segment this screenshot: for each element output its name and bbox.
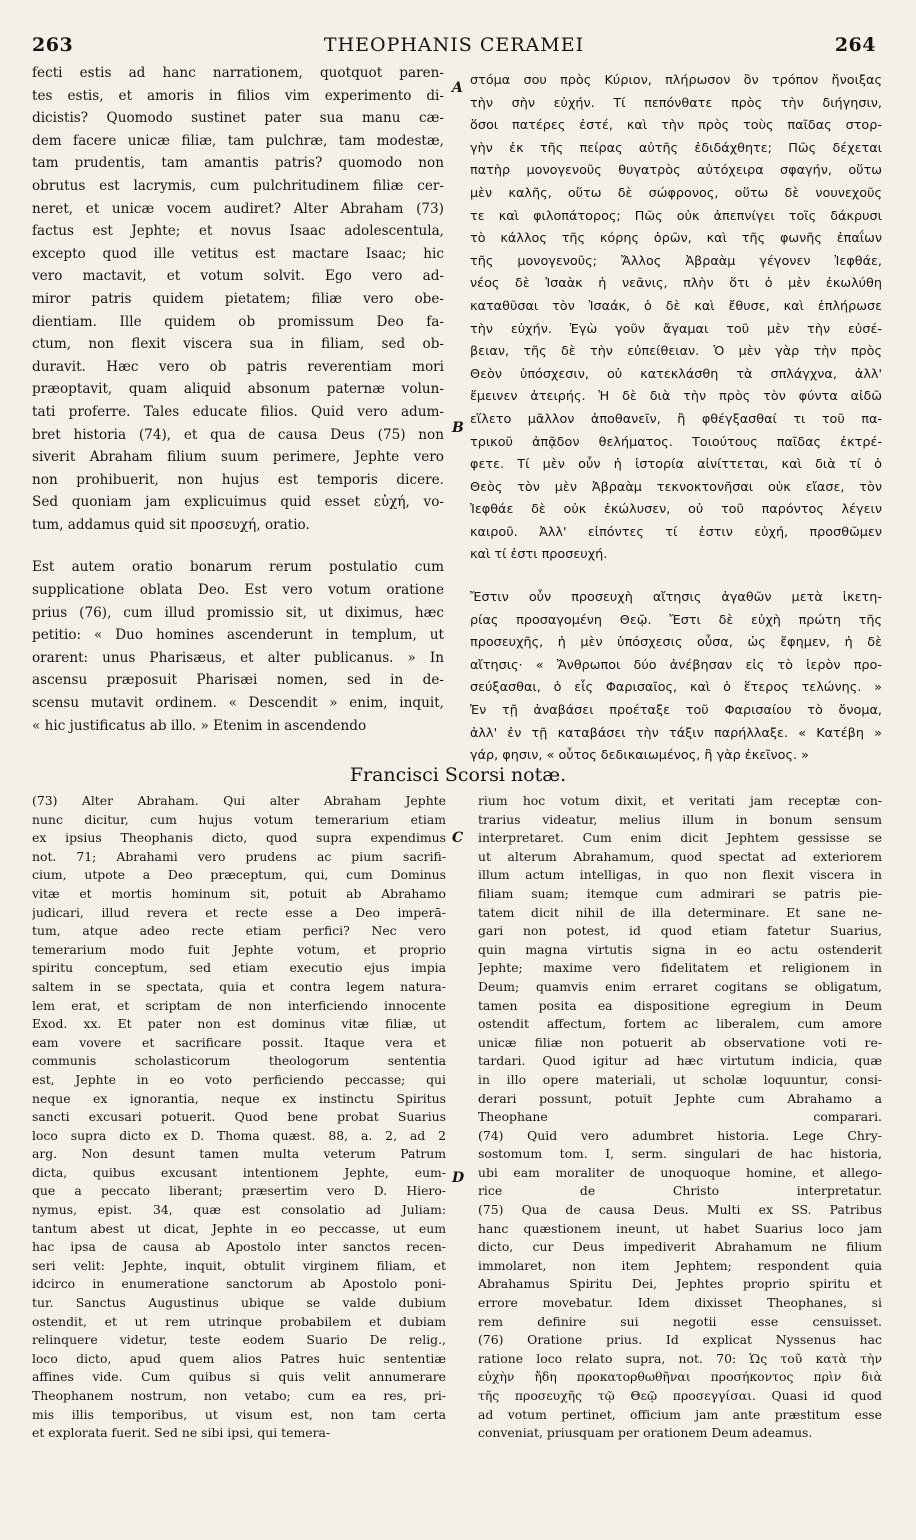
note-left-line: Exod. xx. Et pater non est dominus vitæ filiæ, ut bbox=[32, 1016, 446, 1032]
greek-text-line: τὴν εὐχήν. Ἐγὼ γοῦν ἄγαμαι τοῦ μὲν τὴν εὐσέ- bbox=[470, 321, 882, 337]
note-left-line: hac ipsa de causa ab Apostolo inter sanctos recen- bbox=[32, 1239, 446, 1255]
note-left-line: tur. Sanctus Augustinus ubique se valde dubium bbox=[32, 1295, 446, 1311]
note-left-line: arg. Non desunt tamen multa veterum Patrum bbox=[32, 1146, 446, 1162]
note-left-line: spiritu conceptum, sed etiam executio ejus impia bbox=[32, 960, 446, 976]
greek-text-column bbox=[470, 70, 882, 768]
note-left-line: tum, atque adeo recte etiam perfici? Nec vero bbox=[32, 923, 446, 939]
note-right-line: in illo opere materiali, ut scholæ loquuntur, consi- bbox=[478, 1071, 882, 1087]
note-left-line: Theophanem nostrum, non vetabo; cum ea res, pri- bbox=[32, 1388, 446, 1403]
note-right-line: filiam suam; itemque cum admirari se patris pie- bbox=[478, 885, 882, 901]
greek-text-line: Ἔστιν οὖν προσευχὴ αἴτησις ἀγαθῶν μετὰ ἱκετη- bbox=[470, 590, 882, 606]
latin-text-line: Sed quoniam jam explicuimus quid esset εὐχή, vo- bbox=[32, 494, 444, 511]
latin-text-line: non prohibuerit, non hujus est temporis dicere. bbox=[32, 471, 444, 488]
note-left-line: lem erat, et scriptam de non interficiendo innocente bbox=[32, 997, 446, 1013]
greek-text-line: εἵλετο μᾶλλον ἀποθανεῖν, ἢ φθέγξασθαί τι τοῦ πα- bbox=[470, 411, 882, 427]
note-left-line: idcirco in enumeratione sanctorum ab Apostolo poni- bbox=[32, 1276, 446, 1292]
greek-text-line: αἴτησις· « Ἄνθρωποι δύο ἀνέβησαν εἰς τὸ ἱερὸν προ- bbox=[470, 657, 882, 673]
note-right-line: dicto, cur Deus impediverit Abrahamum ne filium bbox=[478, 1239, 882, 1255]
latin-text-line: « hic justificatus ab illo. » Etenim in ascendendo bbox=[32, 717, 367, 734]
latin-text-line: prius (76), cum illud promissio sit, ut diximus, hæc bbox=[32, 604, 444, 621]
latin-text-line: tati proferre. Tales educate filios. Quid vero adum- bbox=[32, 403, 444, 420]
latin-text-line: petitio: « Duo homines ascenderunt in templum, ut bbox=[32, 627, 444, 644]
note-right-line: hanc quæstionem ineunt, ut habet Suarius loco jam bbox=[478, 1220, 882, 1236]
note-right-line: (74) Quid vero adumbret historia. Lege Chry- bbox=[478, 1127, 882, 1143]
note-right-line: Theophane comparari. bbox=[478, 1109, 882, 1125]
note-left-line: saltem in se spectata, quia et contra legem natura- bbox=[32, 978, 446, 994]
notes-heading: Francisci Scorsi notæ. bbox=[349, 764, 567, 786]
greek-text-line: σεύξασθαι, ὁ εἷς Φαρισαῖος, καὶ ὁ ἕτερος τελώνης. » bbox=[470, 680, 882, 696]
latin-text-line: Est autem oratio bonarum rerum postulatio cum bbox=[32, 559, 444, 576]
latin-text-line: neret, et unicæ vocem audiret? Alter Abraham (73) bbox=[32, 200, 444, 217]
page-number-right: 264 bbox=[834, 34, 876, 56]
greek-text-line: καταθῦσαι τὸν Ἰσαάκ, ὁ δὲ καὶ ἔθυσε, καὶ ἐπλήρωσε bbox=[470, 298, 882, 314]
latin-text-line: tes estis, et amoris in filios vim experimento di- bbox=[32, 87, 444, 104]
note-right-line: interpretaret. Cum enim dicit Jephtem gessisse se bbox=[478, 830, 882, 846]
note-right-line: Jephte; maxime vero fidelitatem et religionem in bbox=[478, 960, 882, 976]
note-right-line: (76) Oratione prius. Id explicat Nyssenus hac bbox=[478, 1332, 882, 1348]
note-left-line: mis illis temporibus, ut visum est, non tam certa bbox=[32, 1406, 446, 1422]
note-left-line: nunc dicitur, cum hujus votum temerarium etiam bbox=[32, 811, 446, 827]
latin-text-line: factus est Jephte; et novus Isaac adolescentula, bbox=[32, 223, 444, 240]
running-title: THEOPHANIS CERAMEI bbox=[323, 34, 585, 56]
note-right-line: rem definire sui negotii esse censuisset. bbox=[478, 1313, 882, 1329]
note-left-line: temerarium modo fuit Jephte votum, et proprio bbox=[32, 941, 446, 957]
latin-text-line: scensu mutavit ordinem. « Descendit » enim, inquit, bbox=[32, 695, 444, 712]
greek-text-line: στόμα σου πρὸς Κύριον, πλήρωσον ὃν τρόπον ἤνοιξας bbox=[470, 73, 882, 88]
note-right-line: rium hoc votum dixit, et veritati jam receptæ con- bbox=[478, 793, 882, 808]
note-right-line: Abrahamus Spiritu Dei, Jephtes proprio spiritu et bbox=[478, 1276, 882, 1292]
latin-text-line: dientiam. Ille quidem ob promissum Deo fa- bbox=[32, 313, 444, 330]
note-left-line: affines vide. Cum quibus si quis velit annumerare bbox=[32, 1369, 446, 1385]
note-left-line: judicari, illud revera et recte esse a Deo imperā- bbox=[32, 904, 446, 920]
greek-text-line: Θεὸν ὑπόσχεσιν, οὐ κατεκλάσθη τὰ σπλάγχνα, ἀλλ' bbox=[470, 366, 882, 382]
latin-text-line: fecti estis ad hanc narrationem, quotquot paren- bbox=[32, 65, 444, 81]
note-right-line: conveniat, priusquam per orationem Deum adeamus. bbox=[478, 1425, 813, 1441]
latin-text-line: tam prudentis, tam amantis patris? quomodo non bbox=[32, 155, 444, 172]
latin-text-line: ascensu præposuit Pharisæi nomen, sed in de- bbox=[32, 672, 444, 689]
greek-text-line: πατὴρ μονογενοῦς θυγατρὸς αὐτόχειρα σφαγήν, οὕτω bbox=[470, 163, 882, 179]
running-header bbox=[32, 34, 876, 60]
greek-text-line: τε καὶ φιλοπάτορος; Πῶς οὐκ ἀπεπνίγει τοῖς δάκρυσι bbox=[470, 208, 882, 224]
greek-text-line: τὸ κάλλος τῆς κόρης ὁρῶν, καὶ τῆς φωνῆς ἐπαΐων bbox=[470, 231, 882, 247]
note-right-line: derari possunt, potuit Jephte cum Abrahamo a bbox=[478, 1090, 882, 1106]
margin-mark-d: D bbox=[452, 1170, 465, 1186]
greek-text-line: μὲν καλῆς, οὕτω δὲ σώφρονος, οὕτω δὲ νουνεχοῦς bbox=[470, 185, 882, 201]
latin-text-line: bret historia (74), et qua de causa Deus (75) non bbox=[32, 426, 444, 443]
note-left-line: est, Jephte in eo voto perficiendo peccasse; qui bbox=[32, 1071, 446, 1087]
note-left-line: dicta, quibus excusant intentionem Jephte, eum- bbox=[32, 1164, 446, 1180]
greek-text-line: γάρ, φησιν, « οὗτος δεδικαιωμένος, ἢ γὰρ ἐκεῖνος. » bbox=[470, 748, 809, 764]
note-right-line: illum actum intelligas, in quo non flexit viscera in bbox=[478, 867, 882, 883]
greek-text-line: ὅσοι πατέρες ἐστέ, καὶ τὴν πρὸς τοὺς παῖδας στορ- bbox=[470, 118, 882, 134]
latin-text-line: præoptavit, quam aliquid absonum paternæ volun- bbox=[32, 381, 444, 398]
latin-text-line: supplicatione oblata Deo. Est vero votum oratione bbox=[32, 582, 444, 599]
greek-text-line: Ἐν τῇ ἀναβάσει προέταξε τοῦ Φαρισαίου τὸ ὄνομα, bbox=[470, 703, 882, 719]
margin-mark-a: A bbox=[452, 80, 463, 96]
note-left-line: vitæ et mortis hominum sit, potuit ab Abrahamo bbox=[32, 885, 446, 901]
note-left-line: sancti excusari potuerit. Quod bene probat Suarius bbox=[32, 1109, 446, 1125]
note-left-line: seri velit: Jephte, inquit, obtulit virginem filiam, et bbox=[32, 1257, 446, 1273]
note-right-line: (75) Qua de causa Deus. Multi ex SS. Patribus bbox=[478, 1202, 882, 1218]
note-right-line: Deum; quamvis enim erraret cogitans se obligatum, bbox=[478, 978, 882, 994]
note-right-line: τῆς προσευχῆς τῷ Θεῷ προσεγγίσαι. Quasi id quod bbox=[478, 1388, 882, 1403]
note-right-line: sostomum tom. I, serm. singulari de hac historia, bbox=[478, 1146, 882, 1162]
note-left-line: loco supra dicto ex D. Thoma quæst. 88, a. 2, ad 2 bbox=[32, 1127, 446, 1143]
note-left-line: (73) Alter Abraham. Qui alter Abraham Jephte bbox=[32, 793, 446, 808]
note-right-line: immolaret, non item Jephtem; respondent quia bbox=[478, 1257, 882, 1273]
note-left-line: neque ex ignorantia, neque ex instinctu Spiritus bbox=[32, 1090, 446, 1106]
greek-text-line: φετε. Τί μὲν οὖν ἡ ἱστορία αἰνίττεται, καὶ διὰ τί ὁ bbox=[470, 457, 882, 473]
greek-text-line: Θεὸς τὸν μὲν Ἀβραὰμ τεκνοκτονῆσαι οὐκ εἴασε, τὸν bbox=[470, 479, 882, 495]
latin-text-line: dicistis? Quomodo sustinet pater sua manu cæ- bbox=[32, 110, 444, 127]
greek-text-line: καιροῦ. Ἀλλ' εἰπόντες τί ἐστιν εὐχή, προσθῶμεν bbox=[470, 524, 882, 540]
greek-text-line: Ἰεφθάε δὲ οὐκ ἐκώλυσεν, οὐ τοῦ παρόντος λέγειν bbox=[470, 502, 882, 518]
note-right-line: tatem dicit nihil de illa determinare. Et sane ne- bbox=[478, 904, 882, 920]
note-right-line: ut alterum Abrahamum, quod spectat ad exteriorem bbox=[478, 848, 882, 864]
notes-left-column bbox=[32, 792, 446, 1443]
greek-text-line: τὴν σὴν εὐχήν. Τί πεπόνθατε πρὸς τὴν διήγησιν, bbox=[470, 95, 882, 111]
note-left-line: tantum abest ut dicat, Jephte in eo peccasse, ut eum bbox=[32, 1220, 446, 1236]
latin-text-line: siverit Abraham filium suum perimere, Jephte vero bbox=[32, 449, 444, 466]
latin-text-line: ctum, non flexit viscera sua in filiam, sed ob- bbox=[32, 336, 444, 353]
latin-text-column bbox=[32, 62, 444, 737]
note-right-line: ad votum pertinet, officium jam ante præstitum esse bbox=[478, 1406, 882, 1422]
note-right-line: tardari. Quod igitur ad hæc virtutum indicia, quæ bbox=[478, 1053, 882, 1069]
note-right-line: ubi eam moraliter de unoquoque homine, et allego- bbox=[478, 1164, 882, 1180]
latin-text-line: obrutus est lacrymis, cum pulchritudinem filiæ cer- bbox=[32, 177, 444, 194]
greek-text-line: γὴν ἐκ τῆς πείρας αὐτῆς ἐδιδάχθητε; Πῶς δέχεται bbox=[470, 140, 882, 156]
greek-text-line: βειαν, τῆς δὲ τὴν εὐπείθειαν. Ὁ μὲν γὰρ τὴν πρὸς bbox=[470, 344, 882, 360]
note-right-line: ostendit affectum, fortem ac liberalem, cum amore bbox=[478, 1016, 882, 1032]
greek-text-line: νέος δὲ Ἰσαὰκ ἡ νεᾶνις, πλὴν ὅτι ὁ μὲν ἐκωλύθη bbox=[470, 276, 882, 292]
page-number-left: 263 bbox=[32, 34, 74, 56]
greek-text-line: ἔμεινεν ἀτειρής. Ἡ δὲ διὰ τὴν πρὸς τὸν φύντα αἰδῶ bbox=[470, 389, 882, 405]
note-right-line: εὐχὴν ἤδη προκατορθωθῆναι προσήκοντος πρὶν διὰ bbox=[478, 1369, 882, 1385]
note-left-line: eam vovere et sacrificare possit. Itaque vera et bbox=[32, 1034, 446, 1050]
latin-text-line: dem facere unicæ filiæ, tam pulchræ, tam modestæ, bbox=[32, 132, 444, 149]
greek-text-line: ρίας προσαγομένη Θεῷ. Ἔστι δὲ εὐχὴ πρώτη τῆς bbox=[470, 612, 882, 628]
note-left-line: loco dicto, apud quem alios Patres huic sententiæ bbox=[32, 1350, 446, 1366]
notes-right-column bbox=[478, 792, 882, 1443]
note-right-line: errore movebatur. Idem dixisset Theophanes, si bbox=[478, 1295, 882, 1311]
latin-text-line: tum, addamus quid sit προσευχή, oratio. bbox=[32, 516, 310, 533]
margin-mark-b: B bbox=[452, 420, 464, 436]
greek-text-line: προσευχῆς, ἡ μὲν ὑπόσχεσις οὖσα, ὡς ἔφημεν, ἡ δὲ bbox=[470, 635, 882, 651]
note-left-line: nymus, epist. 34, quæ est consolatio ad Juliam: bbox=[32, 1202, 446, 1218]
greek-text-line: τρικοῦ ἀπᾷδον θελήματος. Τοιούτους παῖδας ἐκτρέ- bbox=[470, 434, 882, 450]
greek-text-line: ἀλλ' ἐν τῇ καταβάσει τὴν τάξιν παρήλλαξε. « Κατέβη » bbox=[470, 725, 882, 741]
note-left-line: ostendit, et ut rem utrinque probabilem et dubiam bbox=[32, 1313, 446, 1329]
note-right-line: rice de Christo interpretatur. bbox=[478, 1183, 882, 1199]
note-right-line: trarius videatur, melius illum in bonum sensum bbox=[478, 811, 882, 827]
note-right-line: unicæ filiæ non potuerit ab observatione voti re- bbox=[478, 1034, 882, 1050]
note-right-line: tamen posita ea dispositione egregium in Deum bbox=[478, 997, 882, 1013]
note-right-line: gari non potest, id quod etiam fatetur Suarius, bbox=[478, 923, 882, 939]
margin-mark-c: C bbox=[452, 830, 464, 846]
note-left-line: communis scholasticorum theologorum sententia bbox=[32, 1053, 446, 1069]
note-left-line: cium, utpote a Deo præceptum, qui, cum Dominus bbox=[32, 867, 446, 883]
greek-text-line: τῆς μονογενοῦς; Ἄλλος Ἀβραὰμ γέγονεν Ἰεφθάε, bbox=[470, 253, 882, 269]
note-left-line: relinquere videtur, teste eodem Suario De relig., bbox=[32, 1332, 446, 1348]
note-left-line: ex ipsius Theophanis dicto, quod supra expendimus bbox=[32, 830, 446, 846]
latin-text-line: excepto quod ille vetitus est mactare Isaac; hic bbox=[32, 245, 444, 262]
note-left-line: et explorata fuerit. Sed ne sibi ipsi, qui temera- bbox=[32, 1425, 331, 1441]
latin-text-line: miror patris quidem pietatem; filiæ vero obe- bbox=[32, 290, 444, 307]
note-left-line: not. 71; Abrahami vero prudens ac pium sacrifi- bbox=[32, 848, 446, 864]
latin-text-line: orarent: unus Pharisæus, et alter publicanus. » In bbox=[32, 649, 444, 666]
note-right-line: ratione loco relato supra, not. 70: Ὡς τοῦ κατὰ τὴν bbox=[478, 1350, 882, 1366]
latin-text-paragraph-gap bbox=[32, 536, 444, 556]
latin-text-line: vero mactavit, et votum solvit. Ego vero ad- bbox=[32, 268, 444, 285]
note-left-line: que a peccato liberant; præsertim vero D. Hiero- bbox=[32, 1183, 446, 1199]
note-right-line: quin magna virtutis signa in eo actu ostenderit bbox=[478, 941, 882, 957]
latin-text-line: duravit. Hæc vero ob patris reverentiam mori bbox=[32, 358, 444, 375]
greek-text-line: καὶ τί ἐστι προσευχή. bbox=[470, 547, 608, 563]
greek-text-paragraph-gap bbox=[470, 567, 882, 587]
